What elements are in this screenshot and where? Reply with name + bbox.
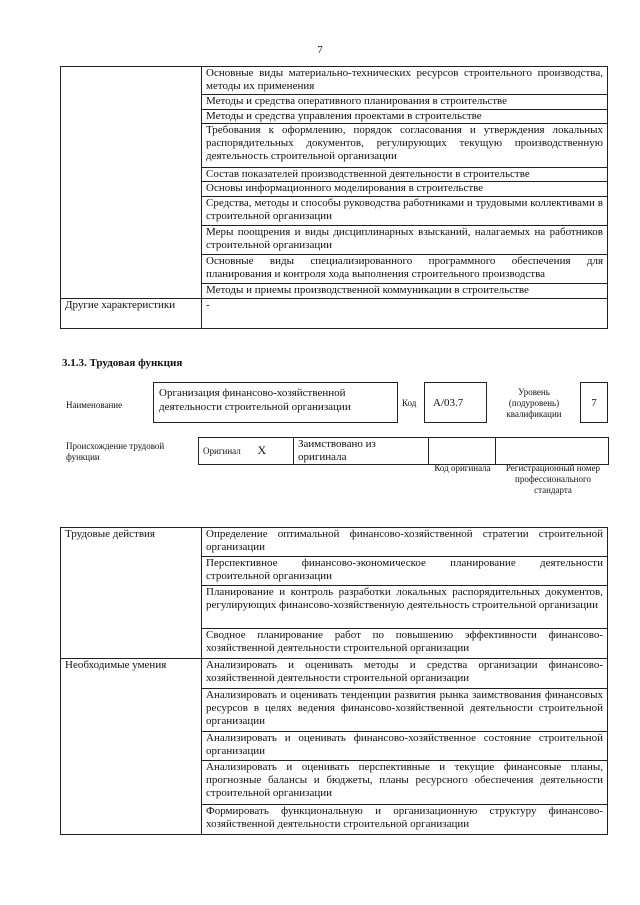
skill: Анализировать и оценивать перспективные и текущие финансовые планы, прогнозные балансы и бюджеты, планы ресурсного обеспечения деятельности строительной организации — [202, 761, 608, 805]
knowledge-item: Средства, методы и способы руководства работниками и трудовыми коллективами в строительной организации — [202, 197, 608, 226]
labor-function-table — [60, 527, 608, 835]
level-value: 7 — [591, 397, 597, 409]
original-label: Оригинал — [203, 446, 241, 456]
registration-caption: Регистрационный номер профессионального стандарта — [505, 463, 601, 495]
knowledge-item: Методы и приемы производственной коммуникации в строительстве — [202, 284, 608, 299]
code-value: А/03.7 — [433, 397, 464, 409]
knowledge-item: Требования к оформлению, порядок согласования и утверждения локальных распорядительных документов, регулирующих текущую производственную деятельность строительной организации — [202, 124, 608, 168]
section-title: 3.1.3. Трудовая функция — [62, 357, 183, 369]
function-name-box — [153, 382, 398, 423]
knowledge-item: Основные виды материально-технических ресурсов строительного производства, методы их применения — [202, 67, 608, 95]
required-skills-label: Необходимые умения — [61, 659, 202, 835]
skill: Анализировать и оценивать тенденции развития рынка заимствования финансовых ресурсов в целях ведения финансово-хозяйственной деятельности строительной организации — [202, 689, 608, 732]
level-label: Уровень (подуровень) квалификации — [506, 387, 562, 419]
knowledge-item: Методы и средства управления проектами в строительстве — [202, 110, 608, 124]
original-cell — [199, 438, 294, 465]
knowledge-item: Методы и средства оперативного планирования в строительстве — [202, 95, 608, 110]
original-mark: X — [257, 443, 267, 457]
other-characteristics-value: - — [202, 299, 608, 329]
knowledge-item: Основные виды специализированного программного обеспечения для планирования и контроля хода выполнения строительного производства — [202, 255, 608, 284]
function-name: Организация финансово-хозяйственной деятельности строительной организации — [159, 387, 351, 413]
other-characteristics-label: Другие характеристики — [61, 299, 202, 329]
code-box — [424, 382, 487, 423]
code-label: Код — [402, 398, 417, 408]
origin-code-cell — [429, 438, 496, 465]
registration-number-cell — [496, 438, 609, 465]
borrowed-label: Заимствовано из оригинала — [294, 438, 429, 465]
labor-action: Планирование и контроль разработки локальных распорядительных документов, регулирующих финансово-хозяйственную деятельность строительной организации — [202, 586, 608, 629]
origin-table — [198, 437, 609, 465]
original-code-caption: Код оригинала — [434, 463, 491, 473]
knowledge-item: Основы информационного моделирования в строительстве — [202, 182, 608, 197]
knowledge-label-cell — [61, 67, 202, 299]
skill: Формировать функциональную и организационную структуру финансово-хозяйственной деятельности строительной организации — [202, 805, 608, 835]
level-box — [580, 382, 608, 423]
labor-action: Определение оптимальной финансово-хозяйственной стратегии строительной организации — [202, 528, 608, 557]
labor-actions-label: Трудовые действия — [61, 528, 202, 659]
labor-action: Сводное планирование работ по повышению эффективности финансово-хозяйственной деятельности строительной организации — [202, 629, 608, 659]
knowledge-item: Состав показателей производственной деятельности в строительстве — [202, 168, 608, 182]
knowledge-item: Меры поощрения и виды дисциплинарных взысканий, налагаемых на работников строительной организации — [202, 226, 608, 255]
labor-action: Перспективное финансово-экономическое планирование деятельности строительной организации — [202, 557, 608, 586]
origin-label: Происхождение трудовой функции — [66, 441, 165, 462]
skill: Анализировать и оценивать методы и средства организации финансово-хозяйственной деятельности строительной организации — [202, 659, 608, 689]
page-number: 7 — [317, 44, 323, 56]
name-label: Наименование — [66, 400, 123, 410]
knowledge-table — [60, 66, 608, 329]
skill: Анализировать и оценивать финансово-хозяйственное состояние строительной организации — [202, 732, 608, 761]
